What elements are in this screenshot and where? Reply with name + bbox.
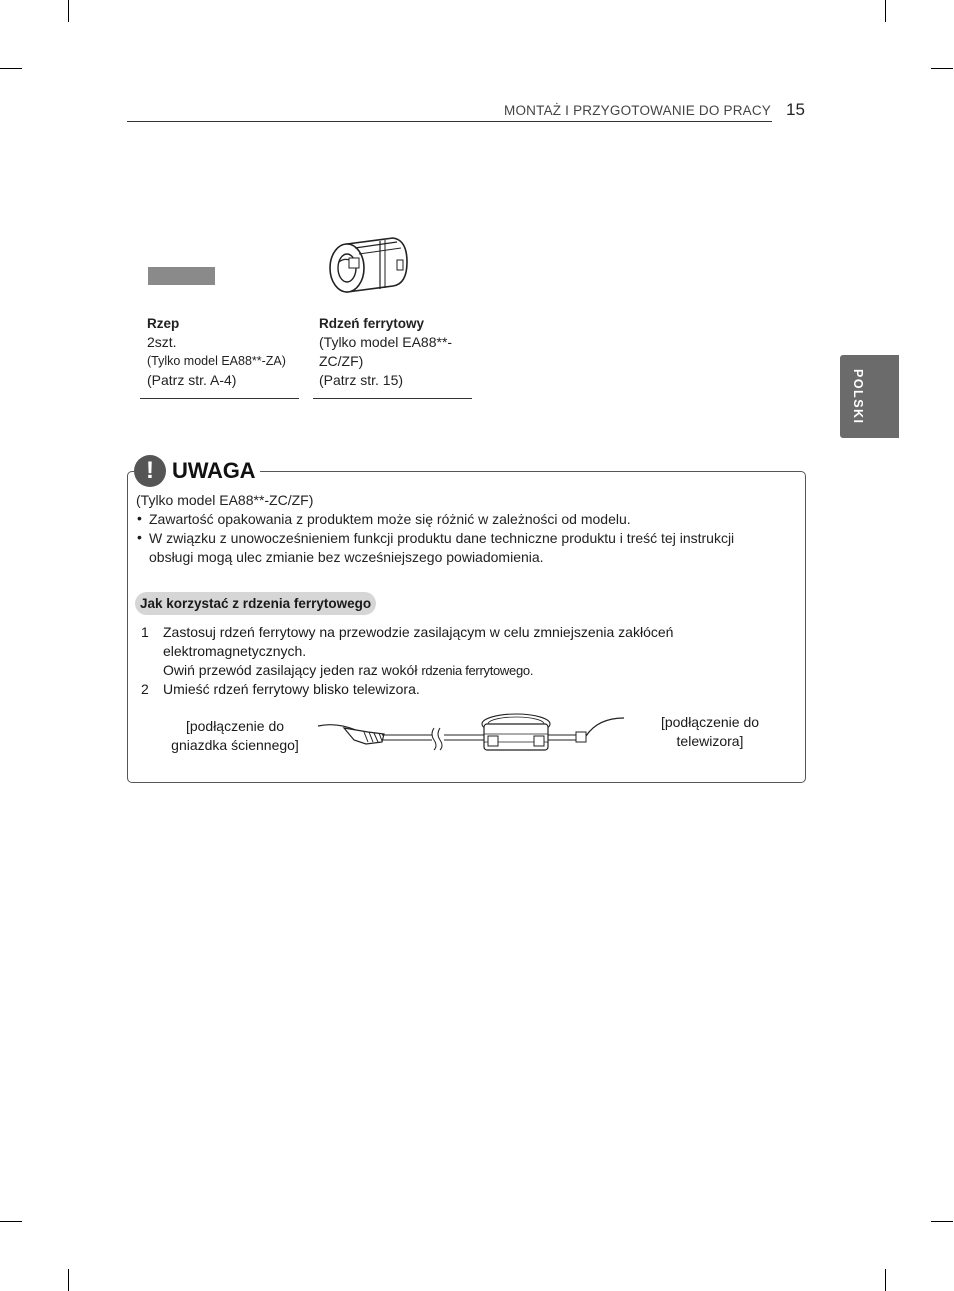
crop-mark bbox=[885, 1269, 886, 1291]
accessory-model-note-cont: ZC/ZF) bbox=[319, 353, 364, 369]
accessory-divider bbox=[313, 398, 472, 399]
caption-line: [podłączenie do bbox=[660, 714, 760, 730]
accessory-page-ref: (Patrz str. A-4) bbox=[147, 372, 237, 388]
note-title: UWAGA bbox=[172, 458, 256, 483]
language-tab bbox=[840, 355, 899, 438]
step-line: elektromagnetycznych. bbox=[163, 643, 307, 659]
accessory-ferrite-core bbox=[319, 314, 452, 390]
step-line bbox=[163, 661, 673, 680]
accessory-quantity: 2szt. bbox=[147, 334, 177, 350]
step-line: Zastosuj rdzeń ferrytowy na przewodzie zasilającym w celu zmniejszenia zakłóceń bbox=[163, 624, 674, 640]
crop-mark bbox=[68, 0, 69, 22]
accessory-model-note: (Tylko model EA88**-ZA) bbox=[147, 354, 286, 368]
step-number: 1 bbox=[141, 624, 149, 640]
accessory-divider bbox=[140, 398, 299, 399]
bullet-icon: • bbox=[137, 510, 142, 526]
ferrite-cable-diagram bbox=[316, 710, 628, 760]
exclamation-icon: ! bbox=[134, 455, 166, 487]
accessory-name: Rzep bbox=[147, 316, 180, 331]
accessory-page-ref: (Patrz str. 15) bbox=[319, 372, 404, 388]
caption-line: [podłączenie do bbox=[185, 718, 285, 734]
accessory-name: Rdzeń ferrytowy bbox=[319, 316, 425, 331]
language-tab-label: POLSKI bbox=[851, 369, 865, 425]
step-text bbox=[163, 623, 673, 680]
accessory-model-note: (Tylko model EA88**- bbox=[319, 334, 453, 350]
step-line-part: Owiń przewód zasilający jeden raz wokół bbox=[163, 662, 418, 678]
caption-line: gniazdka ściennego] bbox=[171, 737, 299, 753]
step-line-part: rdzenia ferrytowego. bbox=[421, 663, 534, 678]
crop-mark bbox=[0, 68, 22, 69]
note-header bbox=[134, 452, 260, 490]
subheading-pill: Jak korzystać z rdzenia ferrytowego bbox=[135, 592, 376, 615]
header-divider bbox=[127, 121, 772, 122]
note-bullet: W związku z unowocześnieniem funkcji produktu dane techniczne produktu i treść tej instrukcji bbox=[149, 530, 735, 546]
ferrite-core-image bbox=[325, 234, 411, 296]
wall-socket-caption bbox=[165, 717, 305, 755]
crop-mark bbox=[68, 1269, 69, 1291]
accessory-velcro bbox=[147, 314, 286, 390]
caption-line: telewizora] bbox=[676, 733, 744, 749]
step-number: 2 bbox=[141, 681, 149, 697]
tv-caption bbox=[645, 713, 775, 751]
note-bullet: Zawartość opakowania z produktem może się różnić w zależności od modelu. bbox=[149, 511, 631, 527]
bullet-icon: • bbox=[137, 529, 142, 545]
crop-mark bbox=[0, 1221, 22, 1222]
note-bullet-cont: obsługi mogą ulec zmianie bez wcześniejszego powiadomienia. bbox=[149, 549, 544, 565]
velcro-strap-image bbox=[148, 267, 215, 285]
section-title: MONTAŻ I PRZYGOTOWANIE DO PRACY bbox=[504, 103, 771, 118]
note-model-line: (Tylko model EA88**-ZC/ZF) bbox=[136, 492, 314, 508]
step-text: Umieść rdzeń ferrytowy blisko telewizora. bbox=[163, 681, 420, 697]
crop-mark bbox=[885, 0, 886, 22]
crop-mark bbox=[931, 68, 953, 69]
page-number: 15 bbox=[786, 100, 805, 119]
crop-mark bbox=[931, 1221, 953, 1222]
